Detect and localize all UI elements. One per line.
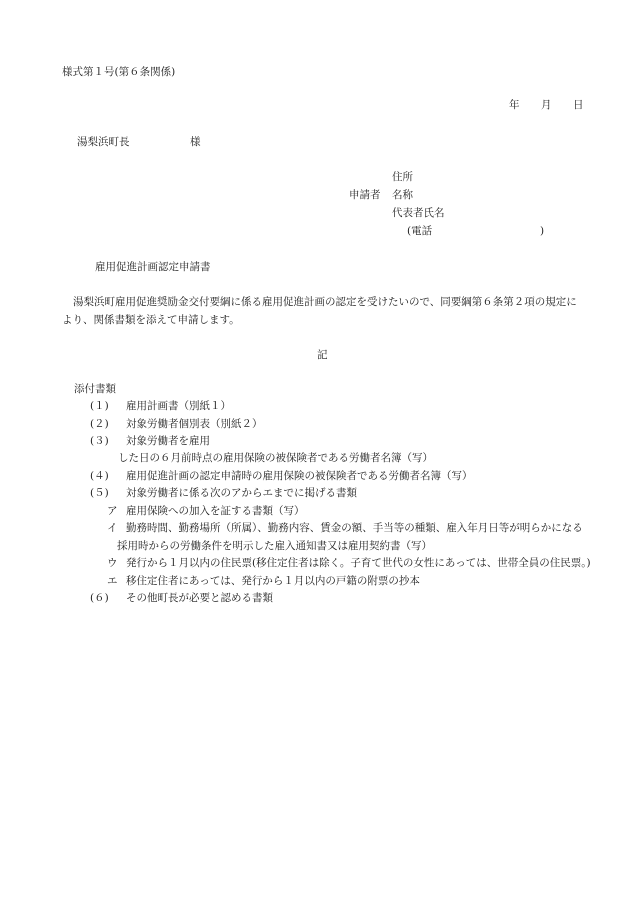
sub-item-text: 雇用保険への加入を証する書類（写） — [126, 505, 305, 517]
sub-item-text: 移住定住者にあっては、発行から１月以内の戸籍の附票の抄本 — [126, 575, 420, 587]
attachment-item-num: (４) — [90, 470, 109, 482]
applicant-phone-close: ) — [540, 225, 545, 237]
body-line-1: 湯梨浜町雇用促進奨励金交付要綱に係る雇用促進計画の認定を受けたいので、同要綱第６条第２項の規定に — [73, 296, 577, 308]
attachment-item-text: 対象労働者に係る次のアからエまでに掲げる書類 — [126, 487, 357, 499]
attachment-item-num: (６) — [90, 592, 109, 604]
attachments-heading: 添付書類 — [74, 383, 116, 395]
attachment-item-continuation: した日の６月前時点の雇用保険の被保険者である労働者名簿（写） — [118, 452, 433, 464]
attachment-item-num: (２) — [90, 418, 109, 430]
form-number: 様式第１号(第６条関係) — [62, 66, 176, 78]
attachment-item-text: 雇用計画書（別紙１） — [126, 400, 231, 412]
addressee-name: 湯梨浜町長 — [77, 136, 130, 148]
sub-item-text: 発行から１月以内の住民票(移住定住者は除く。子育て世代の女性にあっては、世帯全員の住民票。) — [126, 557, 591, 569]
applicant-address-label: 住所 — [392, 171, 413, 183]
sub-item-mark: ウ — [107, 557, 118, 569]
sub-item-mark: イ — [107, 522, 118, 534]
attachment-item-text: その他町長が必要と認める書類 — [126, 592, 273, 604]
attachment-item-num: (１) — [90, 400, 109, 412]
date-month: 月 — [541, 99, 552, 111]
document-title: 雇用促進計画認定申請書 — [95, 261, 211, 273]
sub-item-text: 勤務時間、勤務場所（所属）、勤務内容、賃金の額、手当等の種類、雇入年月日等が明らかになる — [126, 522, 583, 534]
sub-item-continuation: 採用時からの労働条件を明示した雇入通知書又は雇用契約書（写） — [117, 540, 432, 552]
attachment-item-text: 雇用促進計画の認定申請時の雇用保険の被保険者である労働者名簿（写） — [126, 470, 473, 482]
date-year: 年 — [509, 99, 520, 111]
applicant-name-label: 名称 — [392, 189, 413, 201]
date-day: 日 — [573, 99, 584, 111]
attachment-item-text: 対象労働者を雇用 — [126, 435, 210, 447]
attachment-item-text: 対象労働者個別表（別紙２） — [126, 418, 263, 430]
applicant-representative-label: 代表者氏名 — [392, 207, 445, 219]
applicant-role-label: 申請者 — [349, 189, 381, 201]
body-line-2: より、関係書類を添えて申請します。 — [62, 314, 240, 326]
sub-item-mark: エ — [107, 575, 118, 587]
sub-item-mark: ア — [107, 505, 118, 517]
addressee-honorific: 様 — [190, 136, 201, 148]
attachment-item-num: (５) — [90, 487, 109, 499]
applicant-phone-label: (電話 — [407, 225, 433, 237]
ki-mark: 記 — [317, 349, 328, 361]
attachment-item-num: (３) — [90, 435, 109, 447]
